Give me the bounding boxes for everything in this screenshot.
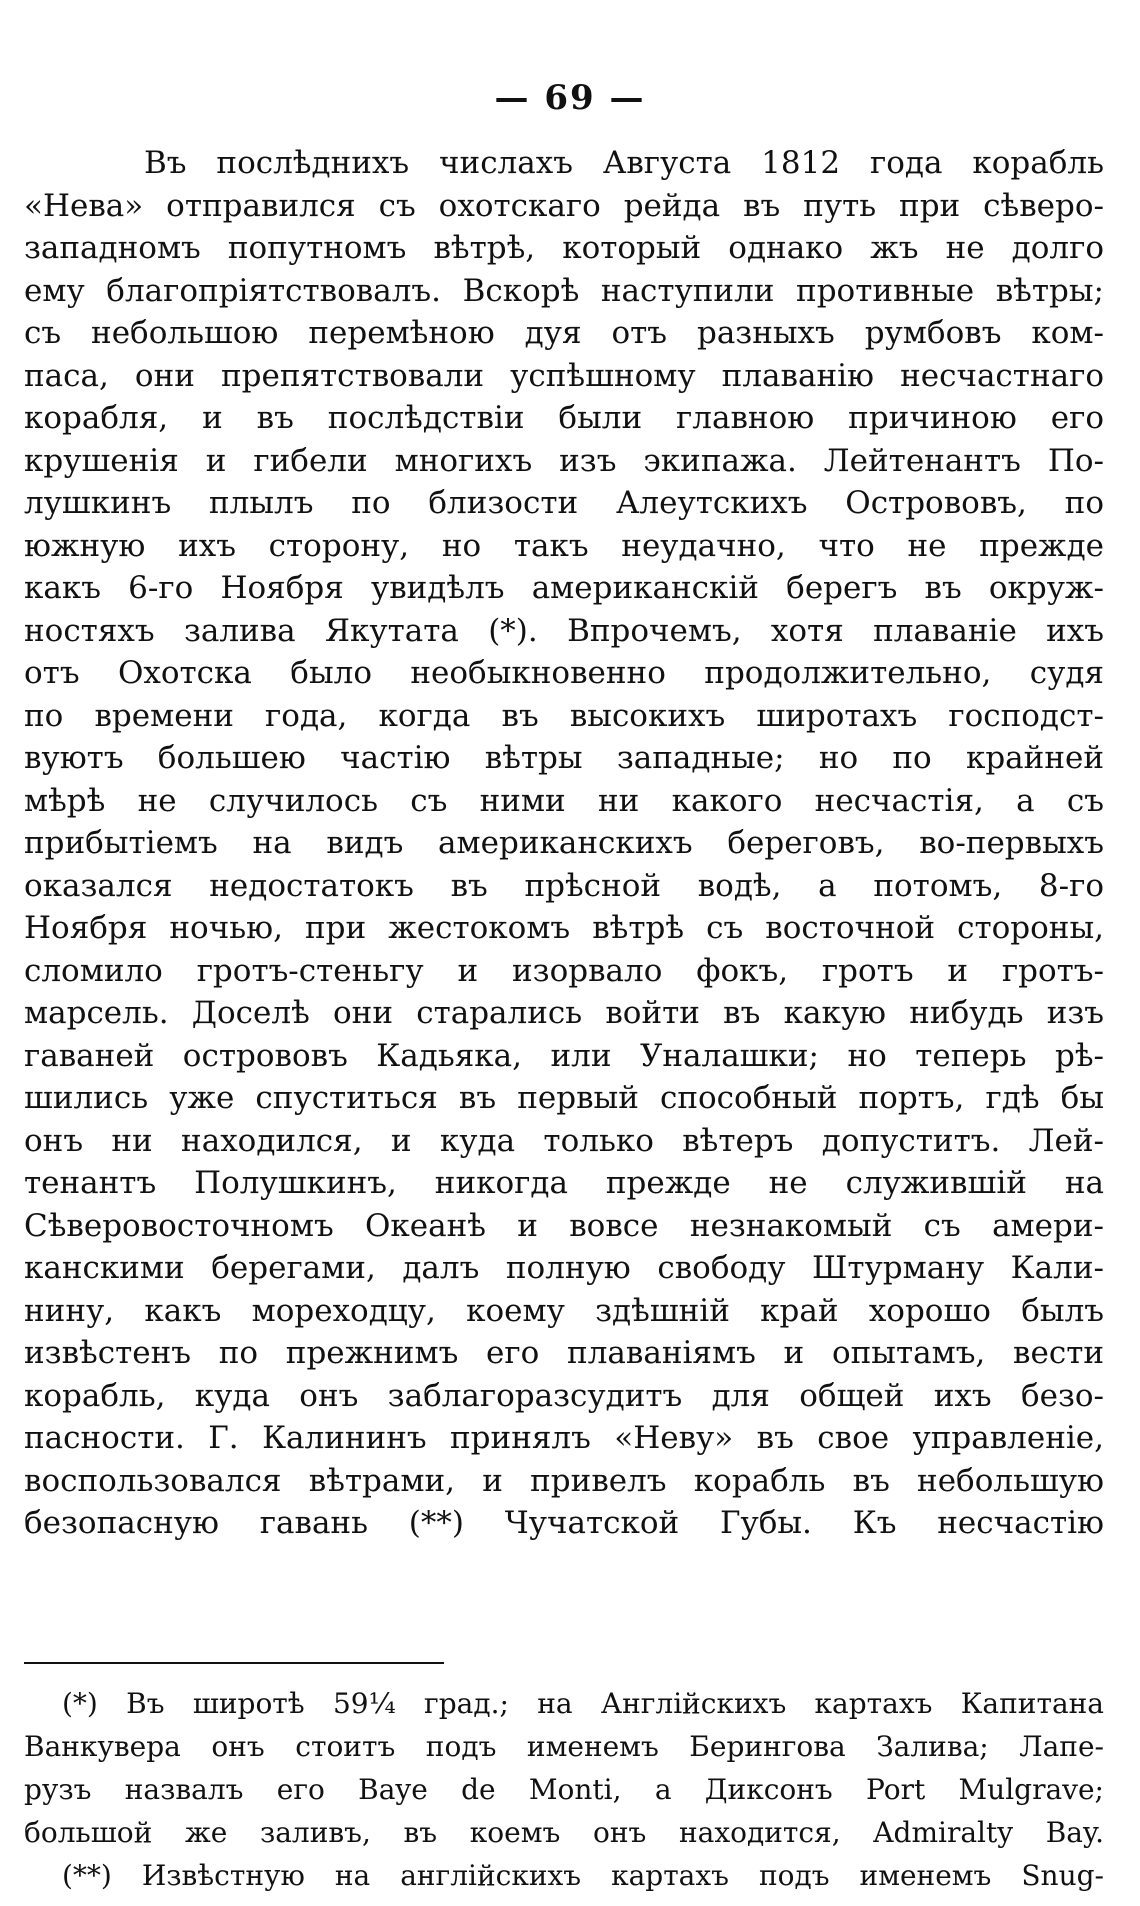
text-line: южную ихъ сторону, но такъ неудачно, что не прежде	[24, 527, 1104, 564]
text-line: нину, какъ мореходцу, коему здѣшній край хорошо былъ	[24, 1292, 1104, 1329]
text-line: оказался недостатокъ въ прѣсной водѣ, а потомъ, 8-го	[24, 867, 1104, 904]
text-line: Ноября ночью, при жестокомъ вѣтрѣ съ восточной стороны,	[24, 910, 1104, 946]
text-line: сломило гротъ-стеньгу и изорвало фокъ, гротъ и гротъ-	[24, 952, 1104, 989]
text-line: вуютъ большею частію вѣтры западные; но по крайней	[24, 740, 1104, 776]
footnote-line: рузъ назвалъ его Baye de Monti, а Диксонъ Port Mulgrave;	[24, 1773, 1104, 1806]
text-line: гаваней острововъ Кадьяка, или Уналашки; но теперь рѣ-	[24, 1037, 1104, 1074]
page-number: — 69 —	[494, 78, 646, 118]
text-line: крушенія и гибели многихъ изъ экипажа. Лейтенантъ По-	[24, 442, 1104, 479]
main-text	[24, 142, 1104, 1545]
text-line: съ небольшою перемѣною дуя отъ разныхъ румбовъ ком-	[24, 315, 1104, 351]
text-line: прибытіемъ на видъ американскихъ береговъ, во-первыхъ	[24, 825, 1104, 861]
text-line: корабль, куда онъ заблагоразсудитъ для общей ихъ безо-	[24, 1377, 1104, 1414]
footnotes	[24, 1682, 1104, 1897]
text-line: по времени года, когда въ высокихъ широтахъ господст-	[24, 697, 1104, 734]
text-line: Въ послѣднихъ числахъ Августа 1812 года корабль	[144, 145, 1104, 181]
text-line: отъ Охотска было необыкновенно продолжительно, судя	[24, 655, 1104, 691]
footnote-line: (**) Извѣстную на англійскихъ картахъ подъ именемъ Snug-	[62, 1859, 1104, 1892]
text-line: западномъ попутномъ вѣтрѣ, который однако жъ не долго	[24, 230, 1104, 266]
footnote-divider	[24, 1662, 444, 1664]
text-line: шились уже спуститься въ первый способный портъ, гдѣ бы	[24, 1080, 1104, 1116]
text-line: корабля, и въ послѣдствіи были главною причиною его	[24, 400, 1104, 436]
footnote-line: (*) Въ широтѣ 59¼ град.; на Англійскихъ картахъ Капитана	[62, 1687, 1104, 1720]
footnote-line: большой же заливъ, въ коемъ онъ находится, Admiralty Bay.	[24, 1816, 1104, 1849]
text-line: мѣрѣ не случилось съ ними ни какого несчастія, а съ	[24, 782, 1104, 819]
text-line: лушкинъ плылъ по близости Алеутскихъ Острововъ, по	[24, 485, 1104, 521]
text-line: онъ ни находился, и куда только вѣтеръ допуститъ. Лей-	[24, 1122, 1104, 1159]
footnote-line: Ванкувера онъ стоитъ подъ именемъ Берингова Залива; Лапе-	[24, 1730, 1104, 1763]
text-line: какъ 6-го Ноября увидѣлъ американскій берегъ въ окруж-	[24, 570, 1104, 606]
text-line: ностяхъ залива Якутата (*). Впрочемъ, хотя плаваніе ихъ	[24, 612, 1104, 649]
text-line: воспользовался вѣтрами, и привелъ корабль въ небольшую	[24, 1462, 1104, 1499]
text-line: ему благопріятствовалъ. Вскорѣ наступили противные вѣтры;	[24, 272, 1104, 309]
text-line: Сѣверовосточномъ Океанѣ и вовсе незнакомый съ амери-	[24, 1207, 1104, 1244]
text-line: паса, они препятствовали успѣшному плаванію несчастнаго	[24, 357, 1104, 394]
text-line: марсель. Доселѣ они старались войти въ какую нибудь изъ	[24, 995, 1104, 1031]
text-line: канскими берегами, далъ полную свободу Штурману Кали-	[24, 1250, 1104, 1286]
text-line: извѣстенъ по прежнимъ его плаваніямъ и опытамъ, вести	[24, 1335, 1104, 1371]
text-line: пасности. Г. Калининъ принялъ «Неву» въ свое управленіе,	[24, 1420, 1104, 1456]
text-line: безопасную гавань (**) Чучатской Губы. Къ несчастію	[24, 1505, 1104, 1541]
text-line: «Нева» отправился съ охотскаго рейда въ путь при сѣверо-	[24, 187, 1104, 224]
text-line: тенантъ Полушкинъ, никогда прежде не служившій на	[24, 1165, 1104, 1201]
